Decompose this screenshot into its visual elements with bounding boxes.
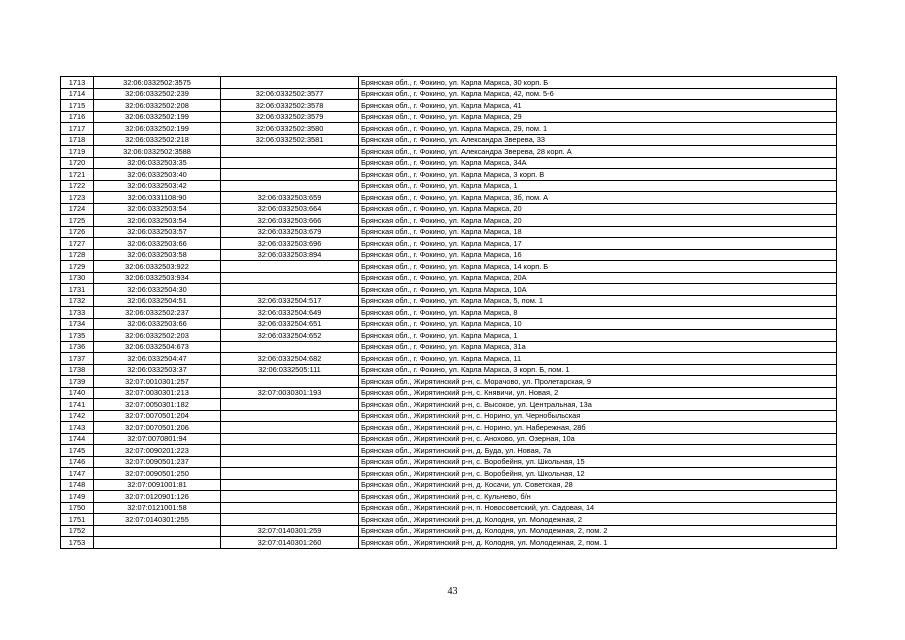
- cadastral-number-cell: 32:07:0120901:126: [94, 491, 221, 503]
- building-number-cell: [221, 284, 359, 296]
- row-number-cell: 1729: [61, 261, 94, 273]
- registry-table: [60, 76, 837, 549]
- cadastral-number-cell: 32:06:0332503:35: [94, 157, 221, 169]
- row-number-cell: 1728: [61, 249, 94, 261]
- table-row: [61, 341, 837, 353]
- address-cell: Брянская обл., Жирятинский р-н, с. Норино, ул. Набережная, 28б: [359, 422, 837, 434]
- address-cell: Брянская обл., Жирятинский р-н, д. Колодня, ул. Молодежная, 2: [359, 514, 837, 526]
- row-number-cell: 1739: [61, 376, 94, 388]
- building-number-cell: 32:07:0140301:259: [221, 525, 359, 537]
- table-row: [61, 525, 837, 537]
- row-number-cell: 1714: [61, 88, 94, 100]
- table-row: [61, 100, 837, 112]
- building-number-cell: 32:06:0332502:3579: [221, 111, 359, 123]
- table-row: [61, 261, 837, 273]
- row-number-cell: 1737: [61, 353, 94, 365]
- table-row: [61, 284, 837, 296]
- cadastral-number-cell: [94, 525, 221, 537]
- table-row: [61, 238, 837, 250]
- address-cell: Брянская обл., г. Фокино, ул. Карла Маркса, 20: [359, 203, 837, 215]
- row-number-cell: 1735: [61, 330, 94, 342]
- row-number-cell: 1742: [61, 410, 94, 422]
- address-cell: Брянская обл., г. Фокино, ул. Карла Маркса, 30 корп. Б: [359, 77, 837, 89]
- cadastral-number-cell: 32:06:0332503:54: [94, 215, 221, 227]
- cadastral-number-cell: 32:06:0332503:934: [94, 272, 221, 284]
- table-row: [61, 192, 837, 204]
- cadastral-number-cell: 32:06:0332503:66: [94, 238, 221, 250]
- address-cell: Брянская обл., Жирятинский р-н, с. Кульнево, б/н: [359, 491, 837, 503]
- row-number-cell: 1751: [61, 514, 94, 526]
- cadastral-number-cell: 32:06:0332502:208: [94, 100, 221, 112]
- cadastral-number-cell: 32:07:0140301:255: [94, 514, 221, 526]
- building-number-cell: [221, 77, 359, 89]
- table-row: [61, 445, 837, 457]
- building-number-cell: [221, 433, 359, 445]
- table-row: [61, 111, 837, 123]
- building-number-cell: [221, 180, 359, 192]
- row-number-cell: 1748: [61, 479, 94, 491]
- cadastral-number-cell: 32:06:0332503:42: [94, 180, 221, 192]
- row-number-cell: 1753: [61, 537, 94, 549]
- row-number-cell: 1746: [61, 456, 94, 468]
- row-number-cell: 1727: [61, 238, 94, 250]
- cadastral-number-cell: 32:07:0090201:223: [94, 445, 221, 457]
- address-cell: Брянская обл., Жирятинский р-н, с. Высокое, ул. Центральная, 13а: [359, 399, 837, 411]
- table-row: [61, 376, 837, 388]
- address-cell: Брянская обл., Жирятинский р-н, с. Анохово, ул. Озерная, 10а: [359, 433, 837, 445]
- address-cell: Брянская обл., Жирятинский р-н, д. Буда, ул. Новая, 7а: [359, 445, 837, 457]
- address-cell: Брянская обл., г. Фокино, ул. Карла Маркса, 29: [359, 111, 837, 123]
- address-cell: Брянская обл., г. Фокино, ул. Карла Маркса, 5, пом. 1: [359, 295, 837, 307]
- address-cell: Брянская обл., г. Фокино, ул. Карла Маркса, 8: [359, 307, 837, 319]
- cadastral-number-cell: 32:06:0332502:203: [94, 330, 221, 342]
- address-cell: Брянская обл., Жирятинский р-н, с. Морачово, ул. Пролетарская, 9: [359, 376, 837, 388]
- cadastral-number-cell: 32:07:0121001:58: [94, 502, 221, 514]
- cadastral-number-cell: 32:06:0332503:66: [94, 318, 221, 330]
- building-number-cell: [221, 341, 359, 353]
- cadastral-number-cell: 32:06:0332504:30: [94, 284, 221, 296]
- building-number-cell: 32:06:0332504:682: [221, 353, 359, 365]
- address-cell: Брянская обл., Жирятинский р-н, п. Новосоветский, ул. Садовая, 14: [359, 502, 837, 514]
- building-number-cell: [221, 146, 359, 158]
- row-number-cell: 1717: [61, 123, 94, 135]
- address-cell: Брянская обл., г. Фокино, ул. Карла Маркса, 20А: [359, 272, 837, 284]
- building-number-cell: 32:06:0332503:894: [221, 249, 359, 261]
- address-cell: Брянская обл., Жирятинский р-н, с. Княвичи, ул. Новая, 2: [359, 387, 837, 399]
- row-number-cell: 1745: [61, 445, 94, 457]
- table-row: [61, 491, 837, 503]
- cadastral-number-cell: 32:07:0091001:81: [94, 479, 221, 491]
- table-row: [61, 468, 837, 480]
- row-number-cell: 1715: [61, 100, 94, 112]
- row-number-cell: 1722: [61, 180, 94, 192]
- cadastral-number-cell: 32:06:0332504:47: [94, 353, 221, 365]
- building-number-cell: 32:06:0332503:696: [221, 238, 359, 250]
- cadastral-number-cell: 32:07:0070801:94: [94, 433, 221, 445]
- registry-table-body: [61, 77, 837, 549]
- building-number-cell: 32:06:0332503:659: [221, 192, 359, 204]
- address-cell: Брянская обл., г. Фокино, ул. Карла Маркса, 11: [359, 353, 837, 365]
- address-cell: Брянская обл., г. Фокино, ул. Карла Маркса, 3 корп. Б, пом. 1: [359, 364, 837, 376]
- table-row: [61, 433, 837, 445]
- row-number-cell: 1730: [61, 272, 94, 284]
- building-number-cell: [221, 445, 359, 457]
- cadastral-number-cell: 32:06:0332502:3588: [94, 146, 221, 158]
- cadastral-number-cell: 32:07:0010301:257: [94, 376, 221, 388]
- building-number-cell: 32:06:0332503:666: [221, 215, 359, 227]
- cadastral-number-cell: 32:07:0070501:204: [94, 410, 221, 422]
- building-number-cell: 32:06:0332504:651: [221, 318, 359, 330]
- table-row: [61, 203, 837, 215]
- table-row: [61, 134, 837, 146]
- address-cell: Брянская обл., г. Фокино, ул. Александра Зверева, 33: [359, 134, 837, 146]
- table-row: [61, 410, 837, 422]
- address-cell: Брянская обл., Жирятинский р-н, д. Косачи, ул. Советская, 28: [359, 479, 837, 491]
- row-number-cell: 1736: [61, 341, 94, 353]
- building-number-cell: [221, 479, 359, 491]
- cadastral-number-cell: 32:07:0090501:250: [94, 468, 221, 480]
- building-number-cell: 32:06:0332505:111: [221, 364, 359, 376]
- row-number-cell: 1726: [61, 226, 94, 238]
- table-row: [61, 537, 837, 549]
- address-cell: Брянская обл., г. Фокино, ул. Карла Маркса, 34А: [359, 157, 837, 169]
- address-cell: Брянская обл., г. Фокино, ул. Карла Маркса, 20: [359, 215, 837, 227]
- building-number-cell: 32:06:0332502:3577: [221, 88, 359, 100]
- table-row: [61, 180, 837, 192]
- table-row: [61, 514, 837, 526]
- building-number-cell: 32:06:0332504:649: [221, 307, 359, 319]
- building-number-cell: [221, 261, 359, 273]
- address-cell: Брянская обл., Жирятинский р-н, с. Воробейня, ул. Школьная, 12: [359, 468, 837, 480]
- row-number-cell: 1747: [61, 468, 94, 480]
- table-row: [61, 422, 837, 434]
- address-cell: Брянская обл., г. Фокино, ул. Карла Маркса, 3б, пом. А: [359, 192, 837, 204]
- table-row: [61, 399, 837, 411]
- address-cell: Брянская обл., г. Фокино, ул. Карла Маркса, 10: [359, 318, 837, 330]
- table-row: [61, 215, 837, 227]
- address-cell: Брянская обл., г. Фокино, ул. Карла Маркса, 1: [359, 330, 837, 342]
- building-number-cell: [221, 376, 359, 388]
- table-row: [61, 272, 837, 284]
- building-number-cell: [221, 491, 359, 503]
- building-number-cell: [221, 399, 359, 411]
- table-row: [61, 169, 837, 181]
- address-cell: Брянская обл., г. Фокино, ул. Карла Маркса, 41: [359, 100, 837, 112]
- row-number-cell: 1723: [61, 192, 94, 204]
- table-row: [61, 330, 837, 342]
- cadastral-number-cell: 32:06:0332503:37: [94, 364, 221, 376]
- row-number-cell: 1716: [61, 111, 94, 123]
- page-number: 43: [447, 586, 458, 597]
- cadastral-number-cell: 32:07:0070501:206: [94, 422, 221, 434]
- cadastral-number-cell: 32:06:0332502:199: [94, 123, 221, 135]
- table-row: [61, 249, 837, 261]
- row-number-cell: 1744: [61, 433, 94, 445]
- building-number-cell: 32:06:0332502:3580: [221, 123, 359, 135]
- row-number-cell: 1713: [61, 77, 94, 89]
- building-number-cell: 32:06:0332502:3578: [221, 100, 359, 112]
- cadastral-number-cell: 32:07:0090501:237: [94, 456, 221, 468]
- address-cell: Брянская обл., г. Фокино, ул. Карла Маркса, 31а: [359, 341, 837, 353]
- building-number-cell: 32:06:0332503:679: [221, 226, 359, 238]
- building-number-cell: [221, 514, 359, 526]
- cadastral-number-cell: 32:06:0332503:58: [94, 249, 221, 261]
- cadastral-number-cell: [94, 537, 221, 549]
- building-number-cell: [221, 502, 359, 514]
- address-cell: Брянская обл., г. Фокино, ул. Карла Маркса, 1: [359, 180, 837, 192]
- row-number-cell: 1725: [61, 215, 94, 227]
- cadastral-number-cell: 32:06:0332502:199: [94, 111, 221, 123]
- table-row: [61, 157, 837, 169]
- address-cell: Брянская обл., Жирятинский р-н, д. Колодня, ул. Молодежная, 2, пом. 1: [359, 537, 837, 549]
- row-number-cell: 1741: [61, 399, 94, 411]
- row-number-cell: 1731: [61, 284, 94, 296]
- table-row: [61, 502, 837, 514]
- table-row: [61, 226, 837, 238]
- table-row: [61, 146, 837, 158]
- cadastral-number-cell: 32:07:0050301:182: [94, 399, 221, 411]
- building-number-cell: 32:06:0332504:652: [221, 330, 359, 342]
- row-number-cell: 1720: [61, 157, 94, 169]
- address-cell: Брянская обл., Жирятинский р-н, с. Воробейня, ул. Школьная, 15: [359, 456, 837, 468]
- row-number-cell: 1752: [61, 525, 94, 537]
- row-number-cell: 1718: [61, 134, 94, 146]
- table-row: [61, 387, 837, 399]
- building-number-cell: 32:06:0332503:664: [221, 203, 359, 215]
- building-number-cell: [221, 157, 359, 169]
- row-number-cell: 1732: [61, 295, 94, 307]
- cadastral-number-cell: 32:07:0030301:213: [94, 387, 221, 399]
- cadastral-number-cell: 32:06:0332503:54: [94, 203, 221, 215]
- table-row: [61, 364, 837, 376]
- address-cell: Брянская обл., г. Фокино, ул. Карла Маркса, 18: [359, 226, 837, 238]
- address-cell: Брянская обл., г. Фокино, ул. Карла Маркса, 42, пом. 5-6: [359, 88, 837, 100]
- cadastral-number-cell: 32:06:0332502:237: [94, 307, 221, 319]
- cadastral-number-cell: 32:06:0331108:90: [94, 192, 221, 204]
- row-number-cell: 1743: [61, 422, 94, 434]
- table-row: [61, 123, 837, 135]
- building-number-cell: [221, 422, 359, 434]
- row-number-cell: 1721: [61, 169, 94, 181]
- cadastral-number-cell: 32:06:0332504:51: [94, 295, 221, 307]
- table-row: [61, 479, 837, 491]
- building-number-cell: 32:07:0030301:193: [221, 387, 359, 399]
- cadastral-number-cell: 32:06:0332503:57: [94, 226, 221, 238]
- row-number-cell: 1740: [61, 387, 94, 399]
- table-row: [61, 77, 837, 89]
- row-number-cell: 1719: [61, 146, 94, 158]
- table-row: [61, 353, 837, 365]
- cadastral-number-cell: 32:06:0332502:218: [94, 134, 221, 146]
- cadastral-number-cell: 32:06:0332503:40: [94, 169, 221, 181]
- table-row: [61, 88, 837, 100]
- building-number-cell: [221, 410, 359, 422]
- row-number-cell: 1734: [61, 318, 94, 330]
- address-cell: Брянская обл., г. Фокино, ул. Карла Маркса, 3 корп. В: [359, 169, 837, 181]
- table-row: [61, 307, 837, 319]
- building-number-cell: 32:06:0332502:3581: [221, 134, 359, 146]
- building-number-cell: [221, 456, 359, 468]
- row-number-cell: 1733: [61, 307, 94, 319]
- address-cell: Брянская обл., Жирятинский р-н, с. Норино, ул. Чернобыльская: [359, 410, 837, 422]
- address-cell: Брянская обл., г. Фокино, ул. Карла Маркса, 10А: [359, 284, 837, 296]
- building-number-cell: 32:07:0140301:260: [221, 537, 359, 549]
- table-row: [61, 295, 837, 307]
- row-number-cell: 1724: [61, 203, 94, 215]
- row-number-cell: 1738: [61, 364, 94, 376]
- cadastral-number-cell: 32:06:0332503:922: [94, 261, 221, 273]
- building-number-cell: [221, 272, 359, 284]
- row-number-cell: 1749: [61, 491, 94, 503]
- address-cell: Брянская обл., г. Фокино, ул. Карла Маркса, 16: [359, 249, 837, 261]
- address-cell: Брянская обл., г. Фокино, ул. Александра Зверева, 28 корп. А: [359, 146, 837, 158]
- cadastral-number-cell: 32:06:0332502:3575: [94, 77, 221, 89]
- building-number-cell: [221, 169, 359, 181]
- table-row: [61, 456, 837, 468]
- cadastral-number-cell: 32:06:0332502:239: [94, 88, 221, 100]
- row-number-cell: 1750: [61, 502, 94, 514]
- building-number-cell: [221, 468, 359, 480]
- address-cell: Брянская обл., г. Фокино, ул. Карла Маркса, 29, пом. 1: [359, 123, 837, 135]
- address-cell: Брянская обл., г. Фокино, ул. Карла Маркса, 14 корп. Б: [359, 261, 837, 273]
- cadastral-number-cell: 32:06:0332504:673: [94, 341, 221, 353]
- building-number-cell: 32:06:0332504:517: [221, 295, 359, 307]
- address-cell: Брянская обл., Жирятинский р-н, д. Колодня, ул. Молодежная, 2, пом. 2: [359, 525, 837, 537]
- table-row: [61, 318, 837, 330]
- address-cell: Брянская обл., г. Фокино, ул. Карла Маркса, 17: [359, 238, 837, 250]
